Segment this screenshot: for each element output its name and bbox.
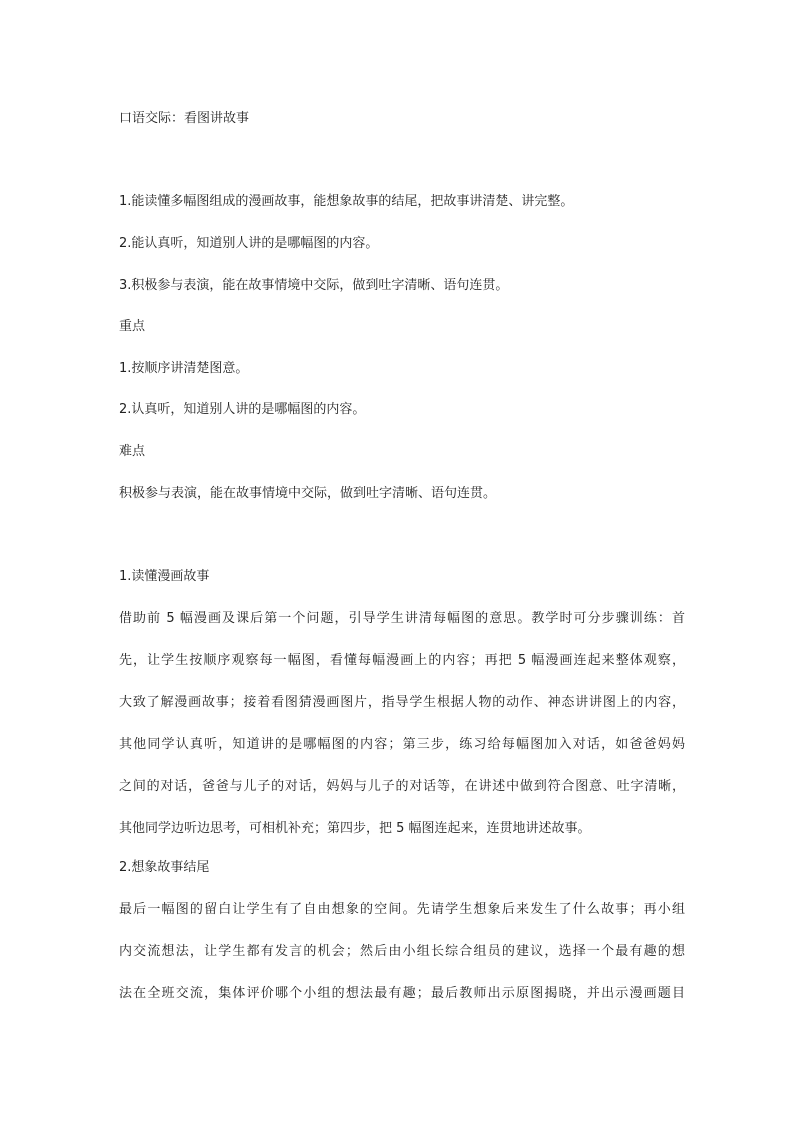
key-point-item-2: 2.认真听，知道别人讲的是哪幅图的内容。: [119, 402, 366, 417]
section1-heading: 1.读懂漫画故事: [119, 569, 210, 584]
section2-heading: 2.想象故事结尾: [119, 860, 210, 875]
difficulty-text: 积极参与表演，能在故事情境中交际，做到吐字清晰、语句连贯。: [119, 486, 497, 501]
section1-line-2: 先，让学生按顺序观察每一幅图，看懂每幅漫画上的内容；再把 5 幅漫画连起来整体观察，: [119, 653, 685, 668]
section1-line-3: 大致了解漫画故事；接着看图猜漫画图片，指导学生根据人物的动作、神态讲讲图上的内容，: [119, 695, 685, 710]
goal-item-2: 2.能认真听，知道别人讲的是哪幅图的内容。: [119, 236, 379, 251]
section1-line-4: 其他同学认真听，知道讲的是哪幅图的内容；第三步，练习给每幅图加入对话，如爸爸妈妈: [119, 737, 685, 752]
section1-line-6: 其他同学边听边思考，可相机补充；第四步，把 5 幅图连起来，连贯地讲述故事。: [119, 821, 591, 836]
section2-line-1: 最后一幅图的留白让学生有了自由想象的空间。先请学生想象后来发生了什么故事；再小组: [119, 902, 685, 917]
difficulty-heading: 难点: [119, 444, 146, 459]
section1-line-1: 借助前 5 幅漫画及课后第一个问题，引导学生讲清每幅图的意思。教学时可分步骤训练：首: [119, 611, 685, 626]
section2-line-2: 内交流想法，让学生都有发言的机会；然后由小组长综合组员的建议，选择一个最有趣的想: [119, 944, 685, 959]
key-point-item-1: 1.按顺序讲清楚图意。: [119, 361, 249, 376]
section1-line-5: 之间的对话，爸爸与儿子的对话，妈妈与儿子的对话等，在讲述中做到符合图意、吐字清晰，: [119, 779, 685, 794]
document-title: 口语交际：看图讲故事: [119, 111, 250, 126]
section2-line-3: 法在全班交流，集体评价哪个小组的想法最有趣；最后教师出示原图揭晓，并出示漫画题目: [119, 986, 685, 1001]
goal-item-1: 1.能读懂多幅图组成的漫画故事，能想象故事的结尾，把故事讲清楚、讲完整。: [119, 194, 574, 209]
section1-paragraph: [119, 598, 685, 850]
section2-paragraph: [119, 889, 685, 1015]
goal-item-3: 3.积极参与表演，能在故事情境中交际，做到吐字清晰、语句连贯。: [119, 278, 509, 293]
key-points-heading: 重点: [119, 319, 146, 334]
